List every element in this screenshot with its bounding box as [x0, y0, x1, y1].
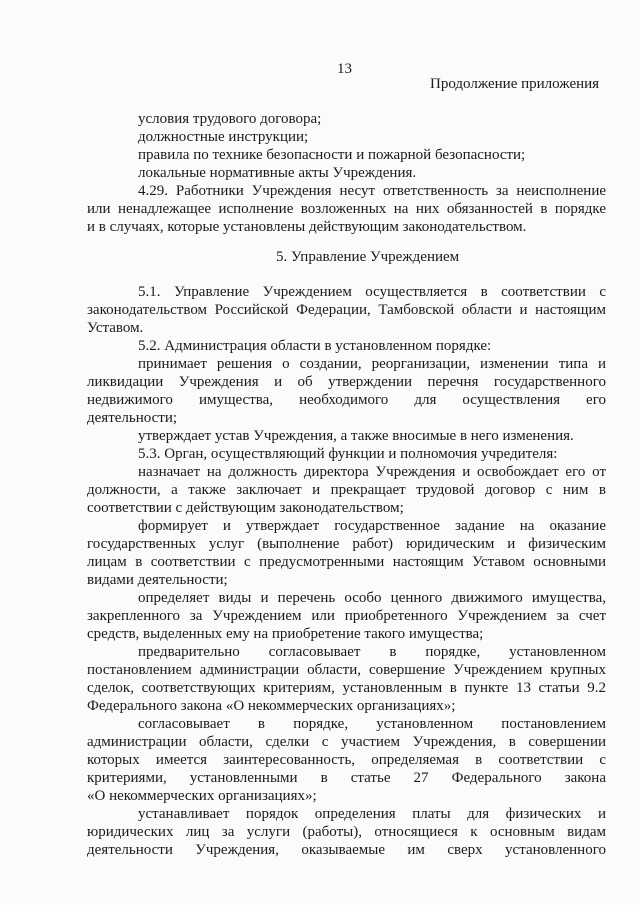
- text-line: согласовывает в порядке, установленном постановлением: [138, 716, 606, 732]
- text-line: должности, а также заключает и прекращает трудовой договор с ним в: [87, 482, 606, 498]
- text-line: сделок, соответствующих критериям, установленным в пункте 13 статьи 9.2: [87, 680, 606, 696]
- text-line: утверждает устав Учреждения, а также вносимые в него изменения.: [138, 428, 574, 444]
- continuation-label: Продолжение приложения: [430, 76, 600, 92]
- text-line: закрепленного за Учреждением или приобретенного Учреждением за счет: [87, 608, 606, 624]
- text-line: законодательством Российской Федерации, Тамбовской области и настоящим: [87, 302, 606, 318]
- text-line: должностные инструкции;: [138, 129, 309, 145]
- text-line: назначает на должность директора Учреждения и освобождает его от: [138, 464, 606, 480]
- text-line: правила по технике безопасности и пожарной безопасности;: [138, 147, 526, 163]
- text-line: или ненадлежащее исполнение возложенных на них обязанностей в порядке: [87, 201, 606, 217]
- text-line: устанавливает порядок определения платы для физических и: [138, 806, 606, 822]
- text-line: локальные нормативные акты Учреждения.: [138, 165, 417, 181]
- text-line: Уставом.: [87, 320, 144, 336]
- text-line: лицам в соответствии с предусмотренными настоящим Уставом основными: [87, 554, 606, 570]
- text-line: юридических лиц за услуги (работы), относящиеся к основным видам: [87, 824, 606, 840]
- page-number: 13: [337, 61, 352, 77]
- text-line: деятельности;: [87, 410, 178, 426]
- text-line: формирует и утверждает государственное задание на оказание: [138, 518, 606, 534]
- text-line: средств, выделенных ему на приобретение такого имущества;: [87, 626, 484, 642]
- text-line: недвижимого имущества, необходимого для осуществления его: [87, 392, 606, 408]
- text-line: деятельности Учреждения, оказываемые им сверх установленного: [87, 842, 606, 858]
- text-line: соответствии с действующим законодательством;: [87, 500, 404, 516]
- text-line: 5.2. Администрация области в установленном порядке:: [138, 338, 492, 354]
- text-line: определяет виды и перечень особо ценного движимого имущества,: [138, 590, 606, 606]
- text-line: ликвидации Учреждения и об утверждении перечня государственного: [87, 374, 606, 390]
- text-line: 4.29. Работники Учреждения несут ответственность за неисполнение: [138, 183, 606, 199]
- text-line: которых имеется заинтересованность, определяемая в соответствии с: [87, 752, 606, 768]
- text-line: 5.1. Управление Учреждением осуществляется в соответствии с: [138, 284, 606, 300]
- text-line: предварительно согласовывает в порядке, установленном: [138, 644, 606, 660]
- text-line: постановлением администрации области, совершение Учреждением крупных: [87, 662, 606, 678]
- text-line: «О некоммерческих организациях»;: [87, 788, 317, 804]
- section-heading: 5. Управление Учреждением: [276, 249, 460, 265]
- text-line: критериями, установленными в статье 27 Федерального закона: [87, 770, 606, 786]
- text-line: администрации области, сделки с участием Учреждения, в совершении: [87, 734, 606, 750]
- text-line: 5.3. Орган, осуществляющий функции и полномочия учредителя:: [138, 446, 558, 462]
- text-line: и в случаях, которые установлены действующим законодательством.: [87, 219, 527, 235]
- text-line: государственных услуг (выполнение работ) юридическим и физическим: [87, 536, 606, 552]
- text-line: принимает решения о создании, реорганизации, изменении типа и: [138, 356, 606, 372]
- text-line: Федерального закона «О некоммерческих организациях»;: [87, 698, 456, 714]
- text-line: видами деятельности;: [87, 572, 228, 588]
- text-line: условия трудового договора;: [138, 111, 322, 127]
